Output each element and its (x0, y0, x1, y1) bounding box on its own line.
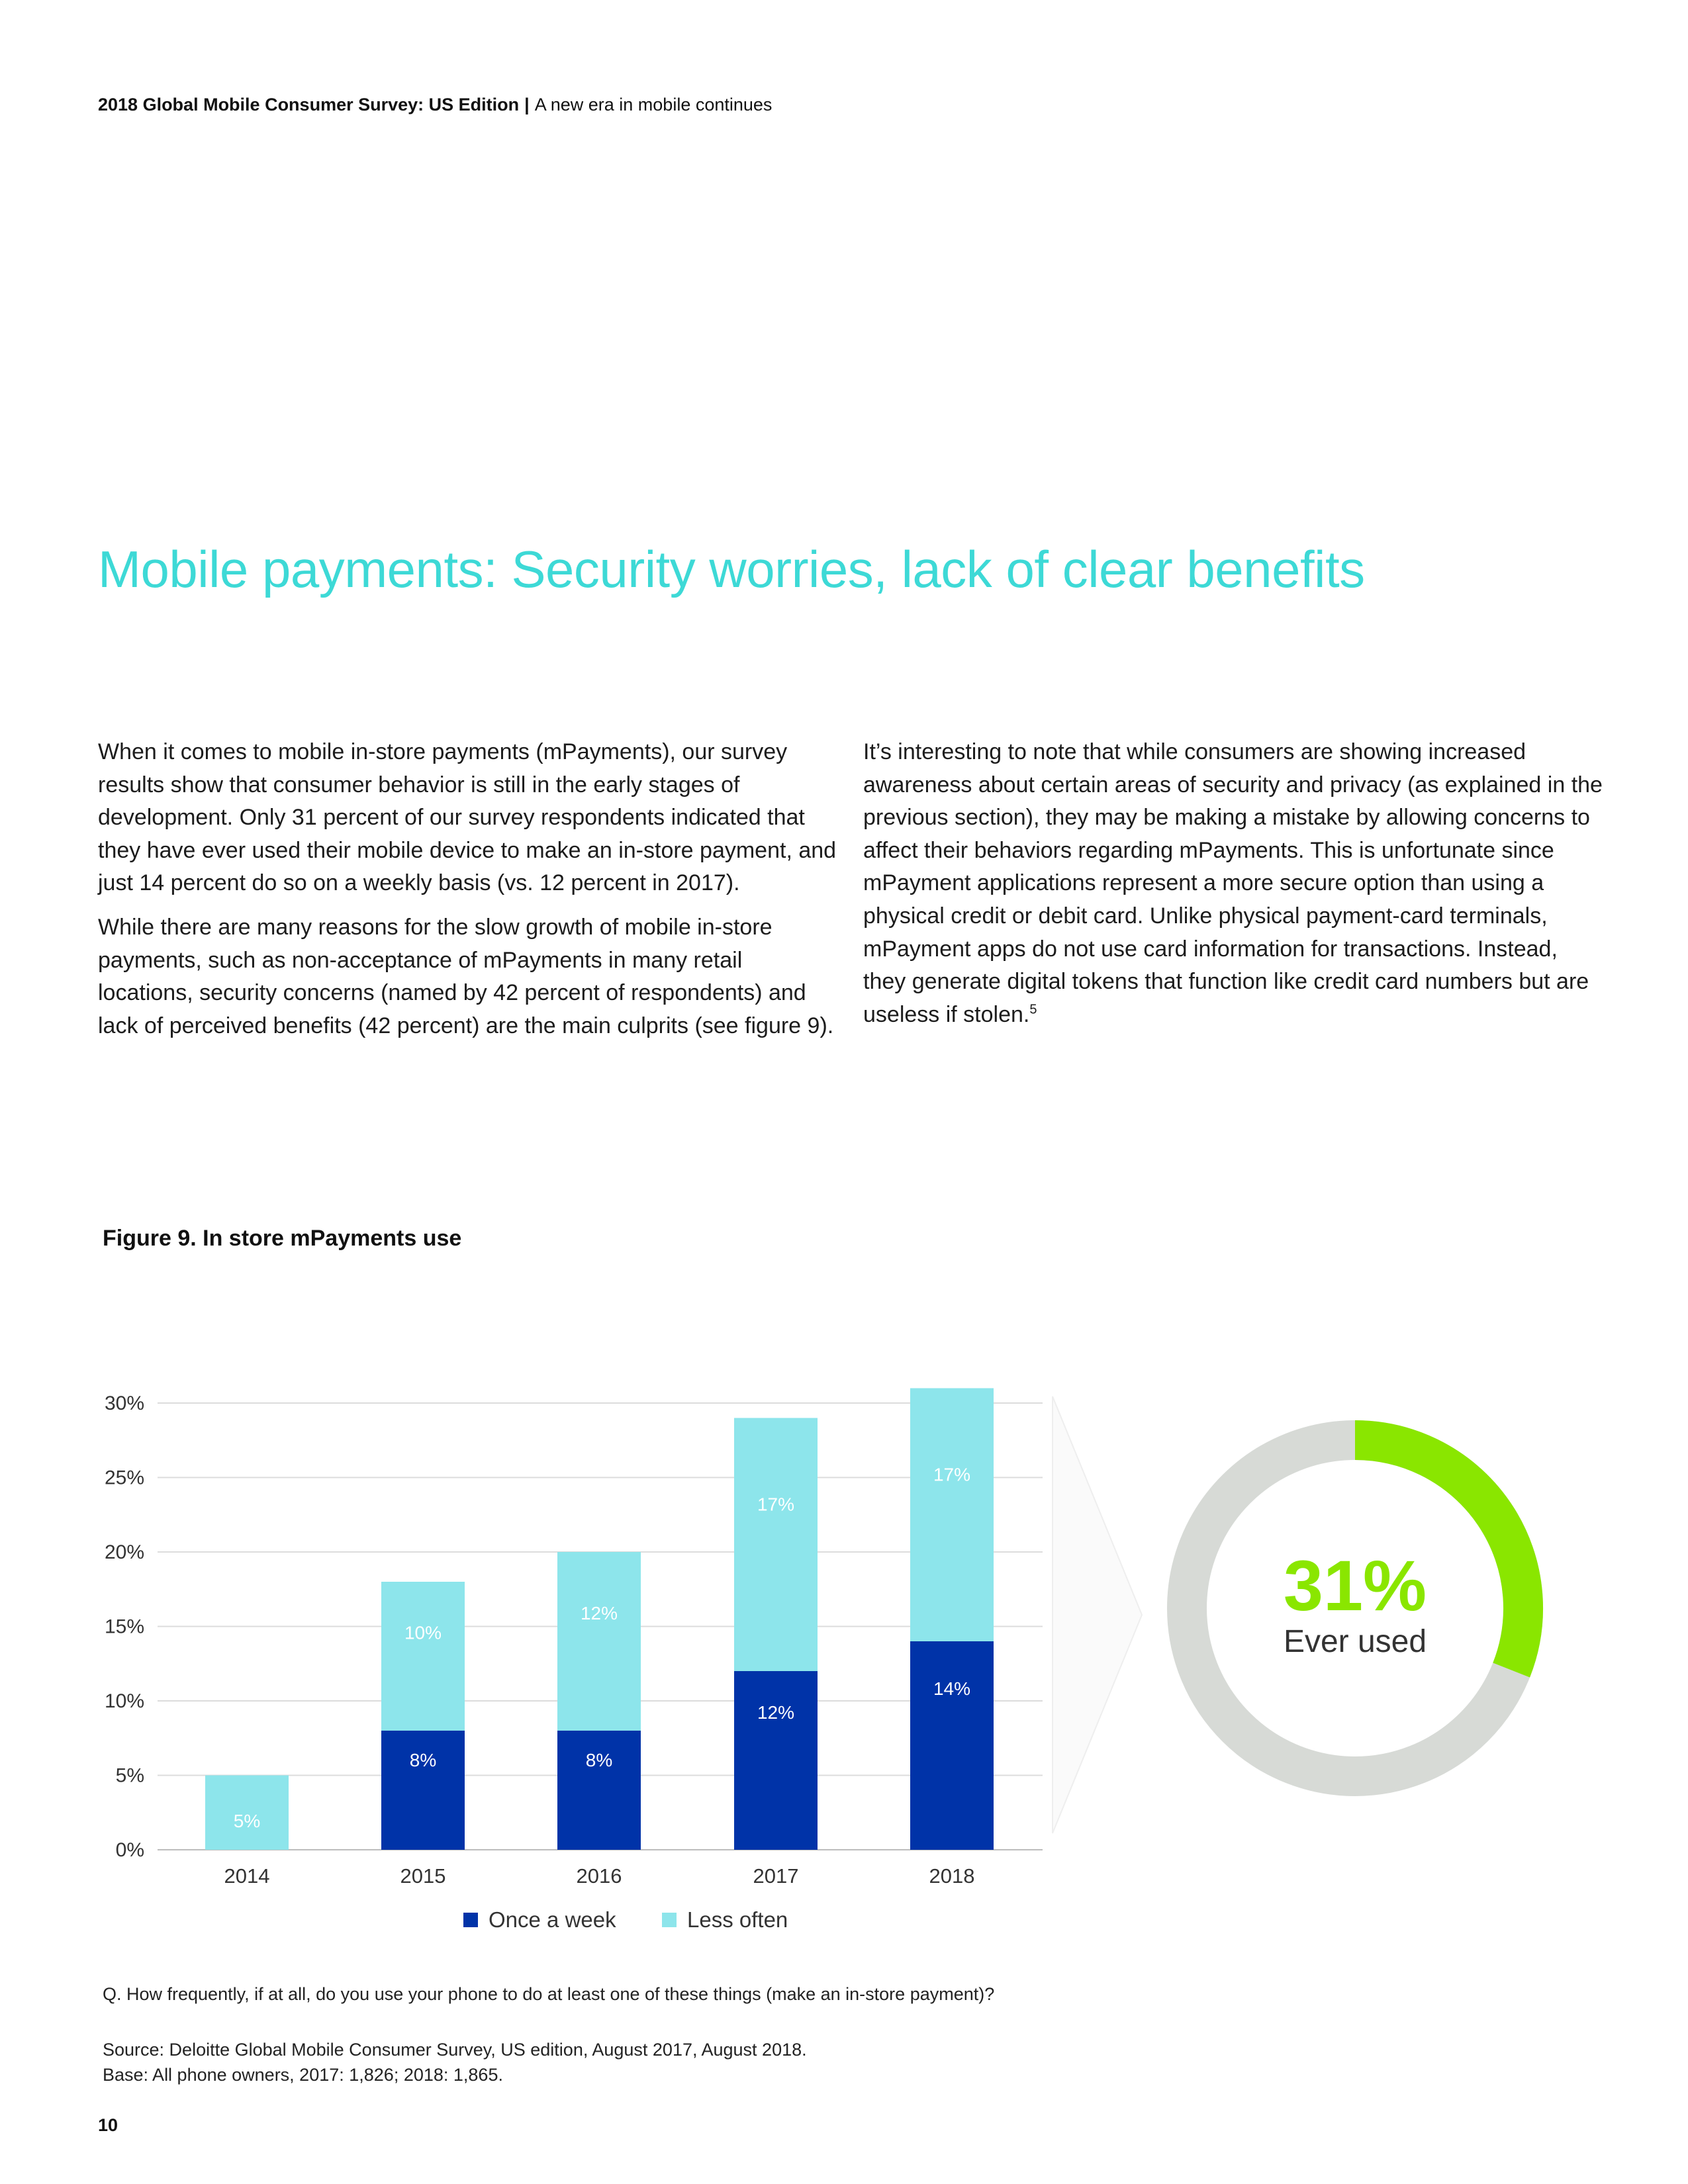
data-label: 17% (757, 1494, 795, 1515)
source-note (103, 2037, 807, 2087)
x-tick-label: 2018 (929, 1864, 975, 1888)
bar-less-often-2016 (557, 1552, 641, 1731)
body-paragraph: While there are many reasons for the slow growth of mobile in-store payments, such as non-acceptance of mPayments in many retail locations, security concerns (named by 42 percent of respondents) and lack of perceived benefits (42 percent) are the main culprits (see figure 9). (98, 914, 834, 1038)
bar-once-a-week-2016 (557, 1731, 641, 1850)
y-tick-label: 5% (115, 1764, 144, 1787)
bar-once-a-week-2018 (910, 1641, 994, 1850)
data-label: 8% (409, 1750, 437, 1770)
y-axis-ticks (105, 1392, 144, 1861)
base-line: Base: All phone owners, 2017: 1,826; 2018: 1,865. (103, 2065, 503, 2085)
survey-question: Q. How frequently, if at all, do you use your phone to do at least one of these things (make an in-store payment)? (103, 1984, 995, 2004)
page-number: 10 (98, 2115, 118, 2135)
legend-label: Less often (687, 1907, 788, 1932)
x-tick-label: 2016 (576, 1864, 622, 1888)
data-label: 14% (933, 1678, 971, 1699)
data-label: 12% (757, 1702, 795, 1723)
x-tick-label: 2014 (224, 1864, 270, 1888)
data-label: 12% (580, 1602, 618, 1623)
section-title: Mobile payments: Security worries, lack of clear benefits (98, 540, 1365, 598)
footnote-ref: 5 (1029, 1002, 1037, 1017)
y-tick-label: 10% (104, 1690, 144, 1712)
x-tick-label: 2015 (400, 1864, 446, 1888)
data-label: 17% (933, 1464, 971, 1485)
legend-swatch (662, 1913, 677, 1927)
data-label: 8% (585, 1750, 613, 1770)
y-tick-label: 15% (104, 1615, 144, 1638)
body-paragraph-text: It’s interesting to note that while consumers are showing increased awareness about certain areas of security and privacy (as explained in the previous section), they may be making a mistake by allowing concerns to affect their behaviors regarding mPayments. This is unfortunate since mPayment applications represent a more secure option than using a physical credit or debit card. Unlike physical payment-card terminals, mPayment apps do not use card information for transactions. Instead, they generate digital tokens that function like credit card numbers but are useless if stolen. (863, 739, 1603, 1027)
y-tick-label: 20% (104, 1541, 144, 1563)
report-title: 2018 Global Mobile Consumer Survey: US Edition (98, 95, 520, 114)
y-tick-label: 0% (115, 1839, 144, 1861)
data-label: 5% (233, 1810, 261, 1831)
x-axis-ticks (224, 1864, 975, 1888)
bar-less-often-2015 (381, 1582, 465, 1731)
legend (463, 1907, 788, 1932)
y-tick-label: 25% (104, 1467, 144, 1489)
bar-less-often-2018 (910, 1388, 994, 1642)
donut-center-value: 31% (1283, 1545, 1427, 1625)
x-tick-label: 2017 (753, 1864, 799, 1888)
legend-label: Once a week (489, 1907, 616, 1932)
data-label: 10% (404, 1622, 442, 1643)
figure-title: Figure 9. In store mPayments use (103, 1226, 462, 1251)
body-paragraph: When it comes to mobile in-store payments (mPayments), our survey results show that consumer behavior is still in the early stages of development. Only 31 percent of our survey respondents indicated that they have ever used their mobile device to make an in-store payment, and just 14 percent do so on a weekly basis (vs. 12 percent in 2017). (98, 739, 837, 896)
donut-chart (1187, 1440, 1523, 1776)
legend-swatch (463, 1913, 478, 1927)
bar-less-often-2017 (734, 1418, 818, 1672)
bar-once-a-week-2015 (381, 1731, 465, 1850)
y-tick-label: 30% (104, 1392, 144, 1414)
bar-once-a-week-2017 (734, 1671, 818, 1850)
header-separator: | (524, 95, 530, 114)
source-line: Source: Deloitte Global Mobile Consumer Survey, US edition, August 2017, August 2018. (103, 2040, 807, 2060)
report-subtitle: A new era in mobile continues (534, 95, 773, 114)
callout-connector (1053, 1396, 1142, 1833)
donut-center-label: Ever used (1283, 1624, 1427, 1659)
